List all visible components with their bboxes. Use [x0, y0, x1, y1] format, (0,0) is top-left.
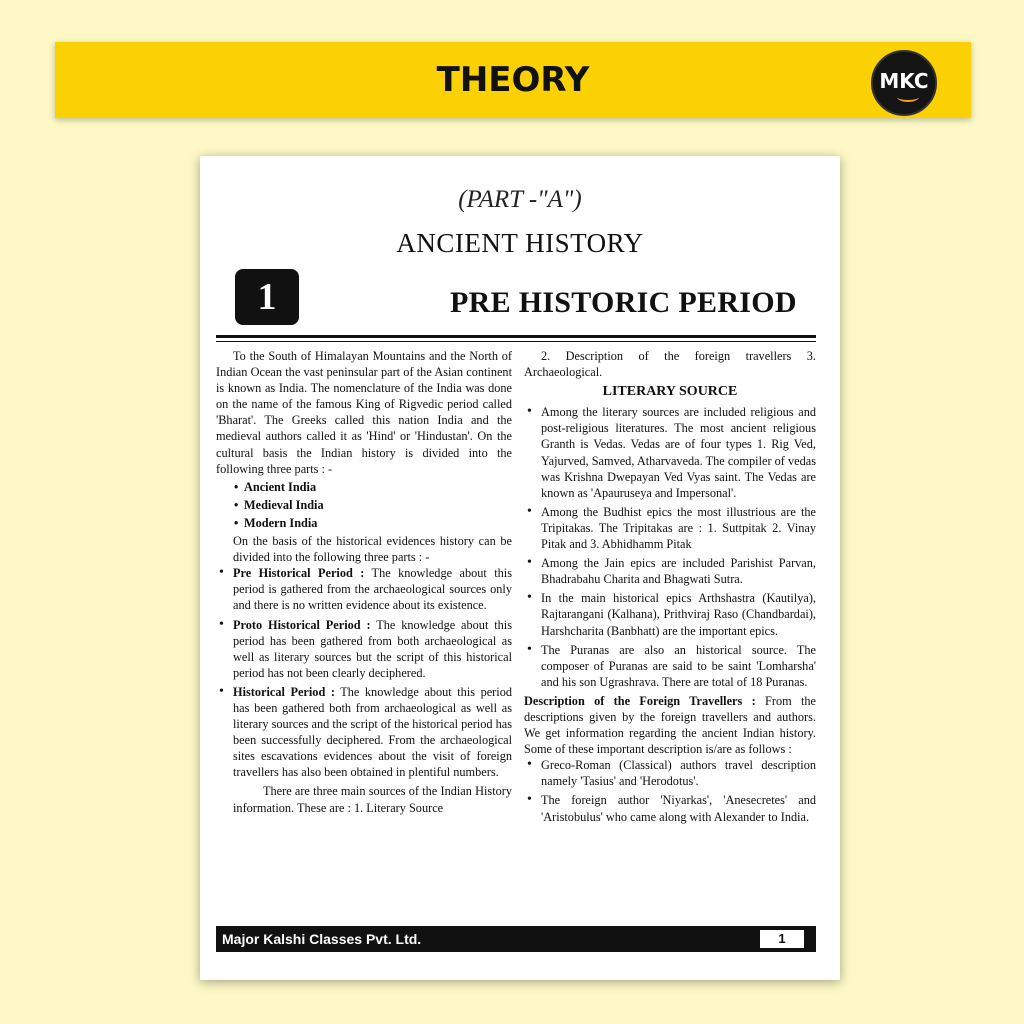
title-rule-thin [216, 341, 816, 342]
period-text: The knowledge about this period is gathered from the archaeological sources only and there is no written evidence about its existence. [233, 566, 513, 613]
mkc-logo [871, 50, 937, 116]
list-item [216, 565, 512, 613]
foreign-travellers-paragraph [524, 693, 816, 757]
list-item: • Modern India [216, 515, 512, 531]
subject-title: ANCIENT HISTORY [396, 228, 644, 258]
list-item: • The foreign author 'Niyarkas', 'Anesecretes' and 'Aristobulus' who came along with Alexander to India. [524, 792, 816, 824]
list-item: • Ancient India [216, 479, 512, 495]
title-rule-thick [216, 335, 816, 338]
list-item: • Medieval India [216, 497, 512, 513]
evidence-paragraph: On the basis of the historical evidences history can be divided into the following three parts : - [233, 534, 512, 565]
sources-paragraph: There are three main sources of the Indian History information. These are : 1. Literary Source [233, 784, 512, 815]
list-item: • Among the Budhist epics the most illustrious are the Tripitakas. The Tripitakas are : 1. Suttpitak 2. Vinay Pitak and 3. Abhidhamm Pitak [524, 504, 816, 552]
period-term: Pre Historical Period : [233, 566, 365, 581]
period-text: The knowledge about this period has been gathered from both archaeological as well as literary sources but the script of this historical period has not been clearly deciphered. [233, 617, 513, 680]
list-item: • Among the Jain epics are included Parishist Parvan, Bhadrabahu Charita and Bhagwati Sutra. [524, 555, 816, 587]
chapter-title: PRE HISTORIC PERIOD [450, 286, 797, 319]
period-term: Historical Period : [233, 684, 335, 699]
history-parts-list [216, 479, 512, 531]
foreign-travellers-term: Description of the Foreign Travellers : [524, 693, 756, 708]
periods-list [216, 565, 512, 780]
continuation-paragraph: 2. Description of the foreign travellers 3. Archaeological. [524, 349, 816, 380]
list-item: • The Puranas are also an historical source. The composer of Puranas are said to be saint 'Lomharsha' and his son Ugrashrava. There are total of 18 Puranas. [524, 642, 816, 690]
logo-smile-icon [897, 92, 919, 102]
list-item [216, 617, 512, 681]
period-term: Proto Historical Period : [233, 617, 371, 632]
period-text: The knowledge about this period has been gathered both from archaeological as well as literary sources and the script of the historical period has been successfully deciphered. From the archaeological sites escavations evidences about the visit of foreign travellers has also been obtained in plentiful numbers. [233, 684, 512, 780]
page-footer [216, 926, 816, 952]
page-number: 1 [760, 930, 804, 948]
list-item: • Greco-Roman (Classical) authors travel description namely 'Tasius' and 'Herodotus'. [524, 757, 816, 789]
intro-paragraph: To the South of Himalayan Mountains and the North of Indian Ocean the vast peninsular part of the Asian continent is known as India. The nomenclature of the India was done on the name of the famous King of Rigvedic period called 'Bharat'. The Greeks called this nation India and the medieval authors called it as 'Hind' or 'Hindustan'. On the cultural basis the Indian history is divided into the following three parts : - [216, 349, 512, 476]
foreign-travellers-text: From the descriptions given by the foreign travellers and authors. We get information regarding the ancient Indian history. Some of these important description is/are as follows : [524, 693, 816, 757]
right-column [524, 348, 816, 828]
literary-source-heading: LITERARY SOURCE [602, 384, 738, 400]
list-item: • Among the literary sources are included religious and post-religious literatures. The most ancient religious Granth is Vedas. Vedas are of four types 1. Rig Ved, Yajurved, Samved, Atharvaveda. The compiler of vedas was Krishna Dwepayan Ved Vyas saint. The Vedas are known as 'Apauruseya and Impersonal'. [524, 404, 816, 501]
part-label: (PART -"A") [458, 186, 582, 213]
left-column [216, 348, 512, 816]
header-banner [55, 42, 971, 118]
logo-text: MKC [879, 69, 929, 93]
literary-source-list [524, 404, 816, 690]
list-item: • In the main historical epics Arthshastra (Kautilya), Rajtarangani (Kalhana), Prithviraj Raso (Chandbardai), Harshcharita (Banbhatt) are the important epics. [524, 590, 816, 638]
chapter-number-badge: 1 [235, 269, 299, 325]
foreign-travellers-list [524, 757, 816, 824]
publisher-name: Major Kalshi Classes Pvt. Ltd. [222, 931, 422, 947]
document-page [200, 156, 840, 980]
banner-title: THEORY [436, 60, 590, 100]
list-item [216, 684, 512, 781]
